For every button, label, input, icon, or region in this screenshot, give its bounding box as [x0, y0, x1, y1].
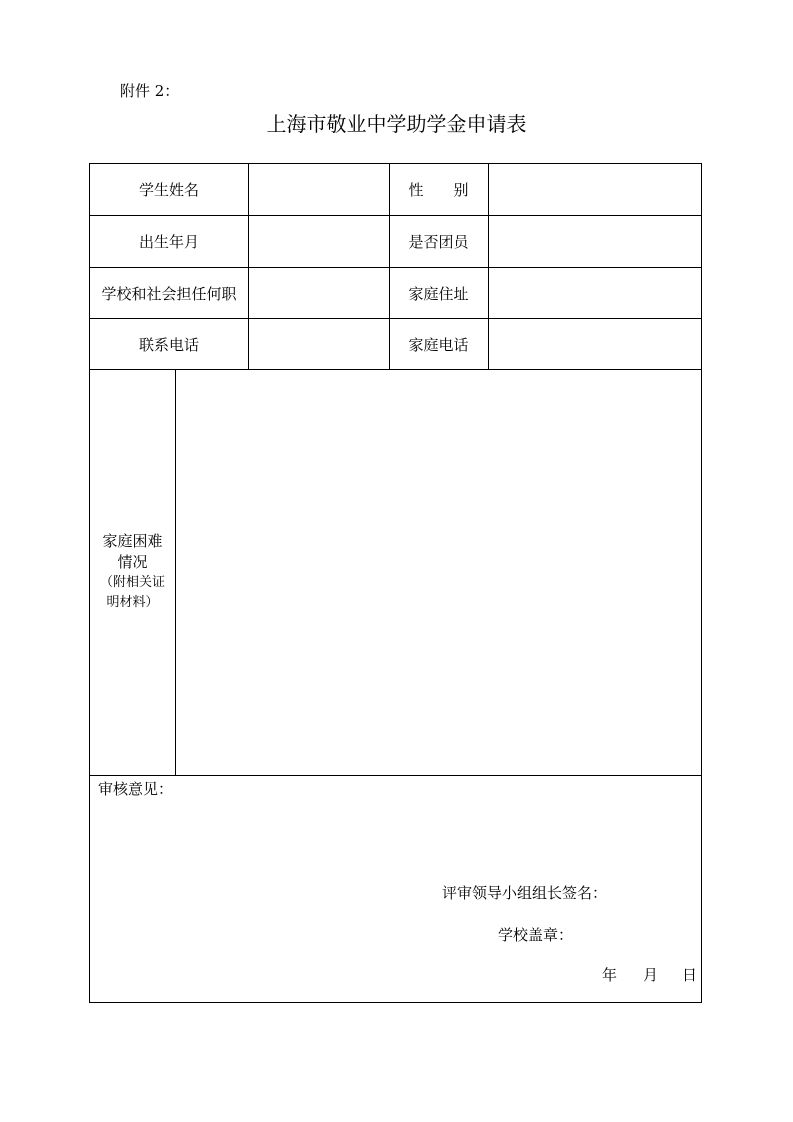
gender-label: 性 别 [408, 181, 469, 199]
date-year-label: 年 [602, 966, 618, 984]
leader-signature-label: 评审领导小组组长签名： [442, 884, 608, 902]
home-address-label: 家庭住址 [408, 284, 469, 303]
hardship-note-line1: （附相关证 [99, 575, 165, 590]
birth-date-label: 出生年月 [138, 233, 199, 251]
birth-date-field[interactable] [249, 216, 389, 267]
student-name-label: 学生姓名 [138, 181, 199, 199]
attachment-label: 附件 2： [120, 82, 180, 100]
review-opinion-label: 审核意见： [98, 780, 174, 798]
positions-held-label: 学校和社会担任何职 [101, 284, 237, 303]
form-title: 上海市敬业中学助学金申请表 [266, 112, 527, 136]
home-address-field[interactable] [489, 268, 701, 318]
school-seal-label: 学校盖章： [498, 926, 574, 944]
home-phone-label: 家庭电话 [408, 335, 469, 354]
contact-phone-field[interactable] [249, 319, 389, 369]
contact-phone-label: 联系电话 [138, 335, 199, 354]
date-day-label: 日 [682, 966, 698, 984]
application-form [89, 163, 702, 1003]
league-member-label: 是否团员 [408, 233, 469, 251]
league-member-field[interactable] [489, 216, 701, 267]
hardship-label-line2: 情况 [117, 553, 148, 571]
positions-held-field[interactable] [249, 268, 389, 318]
student-name-field[interactable] [249, 164, 389, 215]
hardship-label [90, 369, 175, 775]
hardship-details-field[interactable] [176, 370, 701, 775]
date-month-label: 月 [643, 966, 659, 984]
hardship-label-line1: 家庭困难 [102, 532, 163, 550]
hardship-note-line2: 明材料） [106, 595, 159, 610]
gender-field[interactable] [489, 164, 701, 215]
home-phone-field[interactable] [489, 319, 701, 369]
